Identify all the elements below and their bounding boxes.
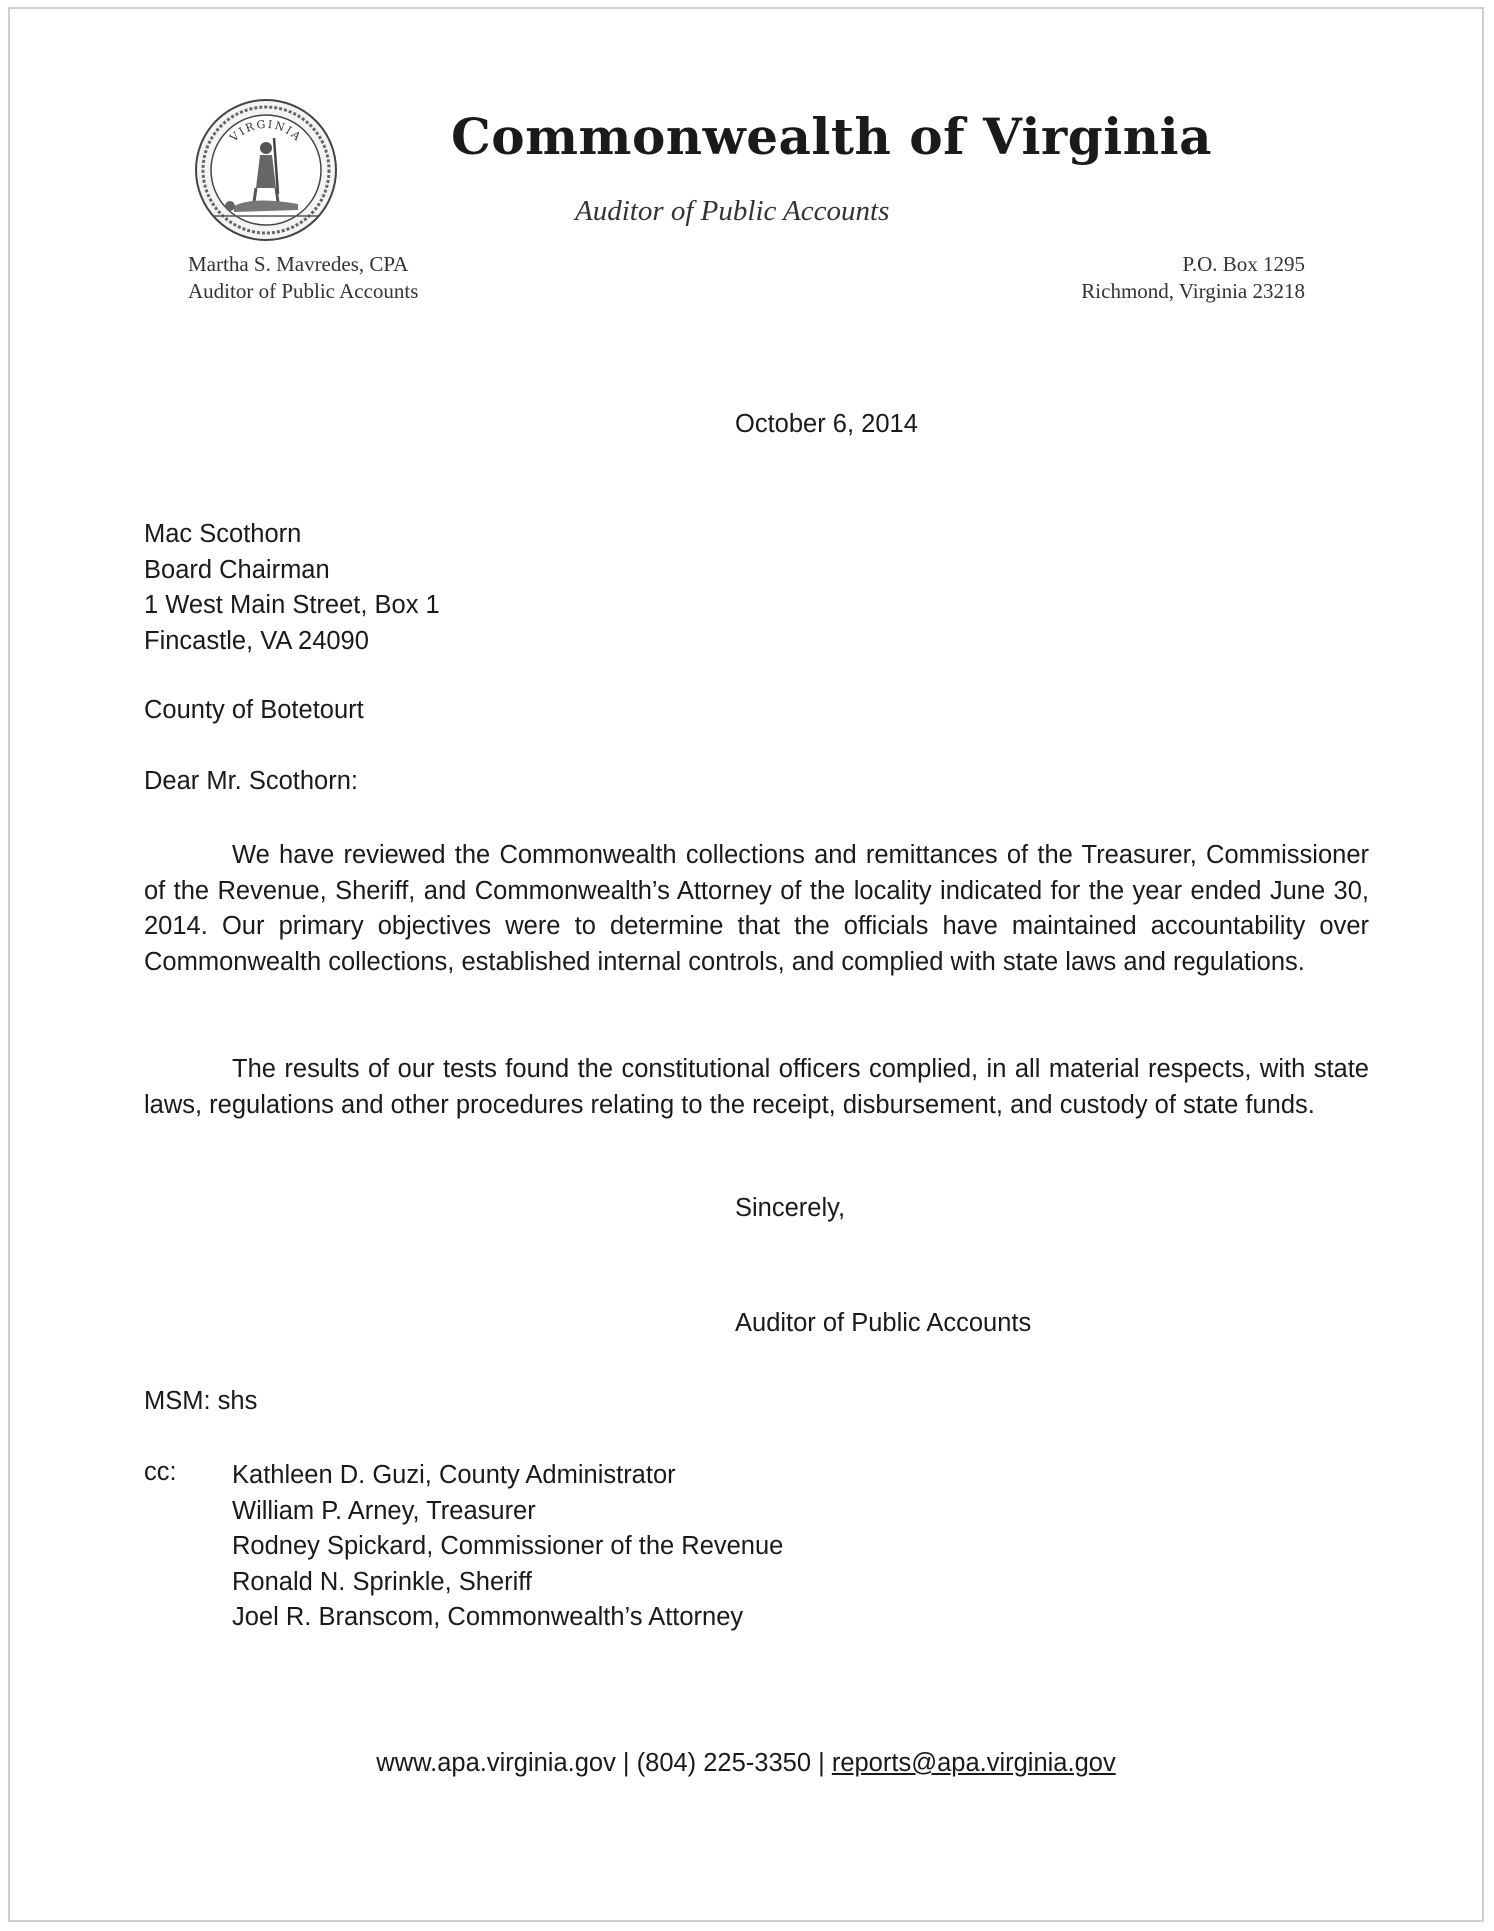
footer-website: www.apa.virginia.gov <box>376 1749 616 1777</box>
reference-initials: MSM: shs <box>144 1387 258 1415</box>
body-paragraph: We have reviewed the Commonwealth collections and remittances of the Treasurer, Commissioner of the Revenue, Sheriff, and Commonwealth’s Attorney of the locality indicated for the year ended June 30, 2014. Our primary objectives were to determine that the officials have maintained accountability over Commonwealth collections, established internal controls, and complied with state laws and regulations. <box>144 841 1369 976</box>
letterhead-auditor-block <box>188 251 418 305</box>
cc-recipient: Kathleen D. Guzi, County Administrator <box>232 1461 676 1489</box>
footer-phone: (804) 225-3350 <box>636 1749 812 1777</box>
cc-recipient: Rodney Spickard, Commissioner of the Revenue <box>232 1532 784 1560</box>
po-box: P.O. Box 1295 <box>1182 252 1305 276</box>
recipient-title: Board Chairman <box>144 555 330 584</box>
footer-separator: | <box>615 1749 637 1777</box>
footer-email-link[interactable]: reports@apa.virginia.gov <box>831 1749 1116 1777</box>
recipient-city: Fincastle, VA 24090 <box>144 626 369 655</box>
letterhead-title: Commonwealth of Virginia <box>451 107 1212 166</box>
salutation: Dear Mr. Scothorn: <box>144 767 358 795</box>
letterhead-subtitle: Auditor of Public Accounts <box>575 195 890 227</box>
cc-recipient: Ronald N. Sprinkle, Sheriff <box>232 1567 533 1596</box>
letterhead-address-block <box>1081 251 1305 305</box>
footer <box>10 1749 1482 1778</box>
cc-label: cc: <box>144 1458 177 1486</box>
auditor-title: Auditor of Public Accounts <box>188 279 419 303</box>
letter-date: October 6, 2014 <box>735 410 918 438</box>
cc-recipient: William P. Arney, Treasurer <box>232 1496 536 1525</box>
letter-page <box>8 7 1484 1922</box>
closing: Sincerely, <box>735 1194 846 1222</box>
cc-recipient: Joel R. Branscom, Commonwealth’s Attorney <box>232 1603 744 1631</box>
recipient-address <box>144 517 440 659</box>
footer-separator: | <box>811 1749 832 1777</box>
city-state-zip: Richmond, Virginia 23218 <box>1081 279 1305 303</box>
signature-block: Auditor of Public Accounts <box>735 1309 1032 1337</box>
virginia-state-seal-icon <box>194 98 338 242</box>
recipient-street: 1 West Main Street, Box 1 <box>144 591 440 619</box>
auditor-name: Martha S. Mavredes, CPA <box>188 252 409 276</box>
cc-list <box>232 1458 783 1636</box>
svg-text:VIRGINIA: VIRGINIA <box>227 117 305 145</box>
recipient-name: Mac Scothorn <box>144 520 302 548</box>
body-paragraph: The results of our tests found the constitutional officers complied, in all material respects, with state laws, regulations and other procedures relating to the receipt, disbursement, and custody of state funds. <box>144 1055 1369 1119</box>
county-name: County of Botetourt <box>144 696 364 724</box>
